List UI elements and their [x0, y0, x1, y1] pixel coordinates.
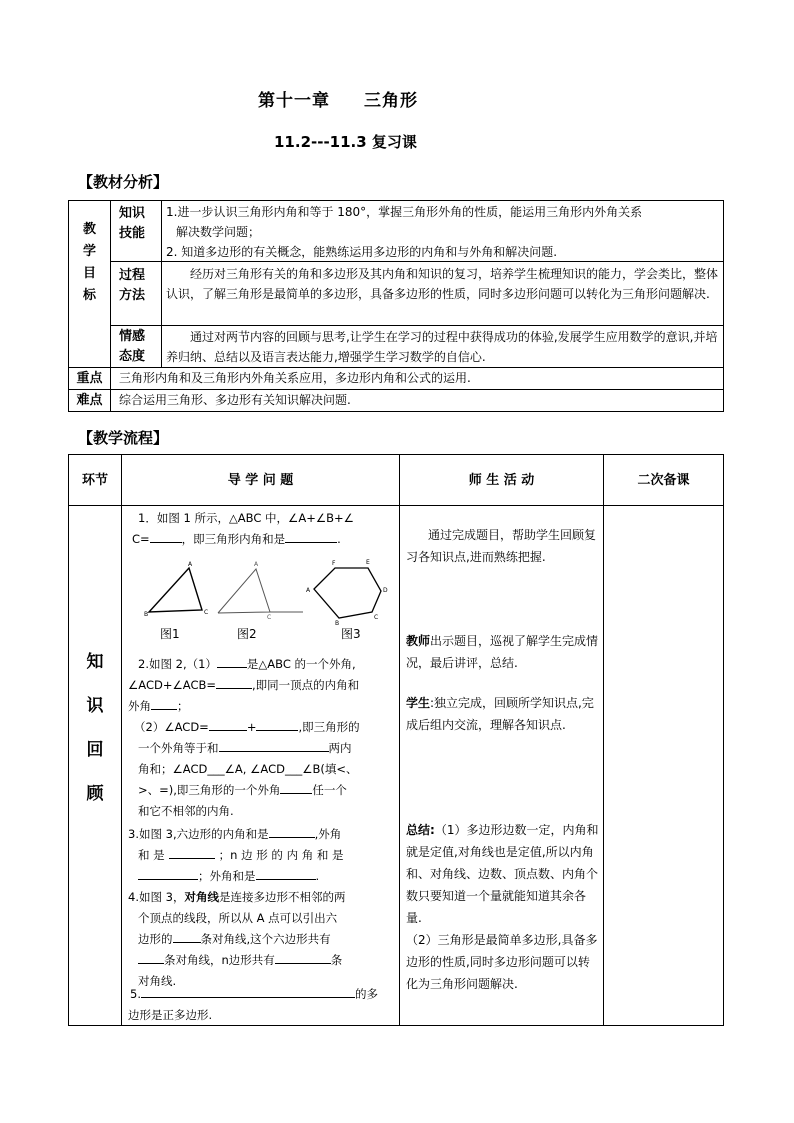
q2-text: ,即三角形的: [298, 720, 360, 734]
flow-header-activities: 师 生 活 动: [400, 455, 604, 506]
answer-blank[interactable]: [138, 950, 164, 964]
flow-header-stage: 环节: [69, 455, 122, 506]
q1-text: C=: [132, 532, 150, 546]
q2-text: 是△ABC 的一个外角,: [246, 657, 356, 671]
q4-text: 条对角线,这个六边形共有: [200, 932, 331, 946]
point-label: C: [204, 609, 209, 616]
q3-text: ；n 边 形 的 内 角 和 是: [218, 848, 344, 862]
q2-text: 和它不相邻的内角.: [138, 804, 234, 818]
answer-blank[interactable]: [216, 675, 252, 689]
group-char: 教: [82, 222, 96, 237]
q2-text: 一个外角等于和: [138, 741, 219, 755]
point-label: D: [383, 587, 388, 594]
figure-1-triangle: [149, 568, 202, 612]
key-point-label: 重点: [69, 368, 111, 390]
q4-text: 对角线.: [138, 974, 177, 988]
q3-text: 和 是: [138, 848, 165, 862]
text-line: 2. 知道多边形的有关概念，能熟练运用多边形的内角和与外角和解决问题.: [166, 245, 558, 259]
point-label: A: [188, 561, 193, 568]
group-char: 标: [82, 288, 96, 303]
q4-text: 是连接多边形不相邻的两: [218, 890, 346, 904]
student-text: :独立完成，回顾所学知识点,完成后组内交流，理解各知识点.: [406, 696, 594, 732]
q1-text: ，即三角形内角和是: [181, 532, 286, 546]
q2-text: +: [246, 720, 257, 734]
objective-label-attitude: [111, 326, 162, 368]
q2-text: 角和；∠ACD___∠A, ∠ACD___∠B(填<、: [138, 762, 358, 776]
figure-caption: 图1: [160, 627, 180, 641]
flow-header-second-prep: 二次备课: [604, 455, 723, 506]
q2-text: ,即同一顶点的内角和: [252, 678, 360, 692]
stage-char: 知: [86, 652, 104, 672]
activity-student: [406, 692, 600, 736]
q1-text: .: [337, 532, 341, 546]
stage-char: 回: [86, 740, 104, 760]
q4-text: 条: [330, 953, 343, 967]
section-material-analysis: 【教材分析】: [78, 173, 169, 191]
summary-text: （1）多边形边数一定，内角和就是定值,对角线也是定值,所以内角和、对角线、边数、顶点数、内角个数只要知道一个量就能知道其余各量.: [406, 823, 599, 925]
q5-text: 的多: [354, 987, 378, 1001]
figure-2-triangle: [218, 569, 303, 613]
answer-blank[interactable]: [269, 824, 315, 838]
point-label: A: [254, 561, 259, 568]
objective-text-attitude: 通过对两节内容的回顾与思考,让学生在学习的过程中获得成功的体验,发展学生应用数学的意识,并培养归纳、总结以及语言表达能力,增强学生学习数学的自信心.: [162, 326, 723, 368]
label-line: 态度: [119, 349, 146, 364]
activity-summary: [406, 819, 600, 929]
flow-header-questions: 导 学 问 题: [122, 455, 400, 506]
answer-blank[interactable]: [280, 780, 312, 794]
point-label: E: [366, 559, 370, 566]
q3-text: .: [315, 869, 320, 883]
question-1: [132, 508, 396, 550]
figures: [122, 556, 400, 641]
objective-label-process: [111, 262, 162, 326]
objectives-table: [68, 200, 724, 412]
question-5: [128, 984, 396, 1026]
answer-blank[interactable]: [219, 738, 329, 752]
answer-blank[interactable]: [275, 950, 331, 964]
q1-text: 1．如图 1 所示，△ABC 中，∠A+∠B+∠: [138, 511, 354, 525]
point-label: F: [332, 560, 336, 567]
q4-text: 条对角线，n边形共有: [164, 953, 275, 967]
point-label: B: [144, 611, 149, 618]
q5-text: 5.: [130, 987, 141, 1001]
text-line: 1.进一步认识三角形内角和等于 180°，掌握三角形外角的性质，能运用三角形内外角关系: [166, 205, 643, 219]
label-line: 知识: [119, 206, 146, 221]
objective-text-process: 经历对三角形有关的角和多边形及其内角和知识的复习，培养学生梳理知识的能力，学会类比，整体认识，了解三角形是最简单的多边形，具备多边形的性质，同时多边形问题可以转化为三角形问题解决.: [162, 262, 723, 326]
answer-blank[interactable]: [256, 717, 298, 731]
stage-char: 识: [86, 696, 104, 716]
q2-text: 任一个: [312, 783, 347, 797]
answer-blank[interactable]: [150, 529, 182, 543]
activity-summary-2: （2）三角形是最简单多边形,具备多边形的性质,同时多边形问题可以转化为三角形问题解决.: [406, 933, 598, 991]
second-prep-notes[interactable]: [604, 506, 723, 1025]
objective-label-knowledge: [111, 201, 162, 262]
q2-text: 2.如图 2,（1）: [138, 657, 217, 671]
question-2: [128, 654, 396, 822]
flow-table: [68, 454, 724, 1026]
activity-purpose: 通过完成题目，帮助学生回顾复习各知识点,进而熟练把握.: [406, 528, 597, 564]
q3-text: ；外角和是: [198, 869, 256, 883]
q2-text: ∠ACD+∠ACB=: [128, 678, 217, 692]
answer-blank[interactable]: [217, 654, 247, 668]
q2-text: >、=),即三角形的一个外角: [138, 783, 281, 797]
q2-text: （2）∠ACD=: [134, 720, 209, 734]
q2-text: 外角: [128, 699, 151, 713]
difficult-point-text: 综合运用三角形、多边形有关知识解决问题.: [119, 393, 351, 407]
difficult-point-label: 难点: [69, 390, 111, 411]
section-teaching-flow: 【教学流程】: [78, 429, 169, 447]
guided-questions: [122, 506, 400, 1025]
q4-text: 4.如图 3，: [128, 890, 185, 904]
label-line: 方法: [119, 288, 146, 303]
answer-blank[interactable]: [173, 929, 201, 943]
answer-blank[interactable]: [151, 696, 177, 710]
summary-label: 总结:: [406, 823, 435, 837]
key-point-text: 三角形内角和及三角形内外角关系应用，多边形内角和公式的运用.: [111, 368, 723, 390]
text-line: 解决数学问题；: [176, 225, 261, 239]
answer-blank[interactable]: [141, 984, 355, 998]
q4-keyword: 对角线: [184, 890, 219, 904]
answer-blank[interactable]: [138, 866, 198, 880]
chapter-title: [258, 86, 418, 111]
answer-blank[interactable]: [209, 717, 247, 731]
question-3: [128, 824, 396, 887]
label-line: 过程: [119, 268, 146, 283]
point-label: C: [374, 614, 379, 621]
figure-caption: 图2: [237, 627, 257, 641]
q3-text: ,外角: [314, 827, 342, 841]
student-label: 学生: [406, 696, 431, 710]
label-line: 技能: [119, 226, 146, 241]
question-4: [128, 887, 396, 992]
stage-knowledge-review: [69, 506, 122, 1025]
group-char: 学: [82, 244, 96, 259]
q4-text: 边形的: [138, 932, 173, 946]
q5-text: 边形是正多边形.: [128, 1008, 213, 1022]
figure-caption: 图3: [341, 627, 361, 641]
label-line: 情感: [119, 329, 146, 344]
point-label: C: [267, 614, 272, 621]
point-label: A: [306, 587, 311, 594]
chapter-name: 三角形: [364, 91, 418, 111]
stage-char: 顾: [86, 784, 104, 804]
teacher-label: 教师: [406, 634, 431, 648]
point-label: B: [335, 620, 340, 627]
answer-blank[interactable]: [256, 866, 316, 880]
q2-text: ；: [177, 699, 189, 713]
activity-teacher: [406, 630, 600, 674]
answer-blank[interactable]: [169, 845, 215, 859]
group-char: 目: [82, 266, 96, 281]
q3-text: 3.如图 3,六边形的内角和是: [128, 827, 269, 841]
q4-text: 个顶点的线段，所以从 A 点可以引出六: [138, 911, 338, 925]
figure-3-hexagon: [314, 568, 381, 618]
objective-text-knowledge: [162, 201, 723, 262]
answer-blank[interactable]: [285, 529, 337, 543]
teacher-student-activities: [400, 506, 604, 1025]
chapter-number: 第十一章: [258, 91, 330, 111]
lesson-title: 11.2---11.3 复习课: [274, 133, 417, 151]
q2-text: 两内: [328, 741, 352, 755]
objectives-group-label: [69, 201, 111, 368]
teacher-text: 出示题目，巡视了解学生完成情况，最后讲评，总结.: [406, 634, 599, 670]
